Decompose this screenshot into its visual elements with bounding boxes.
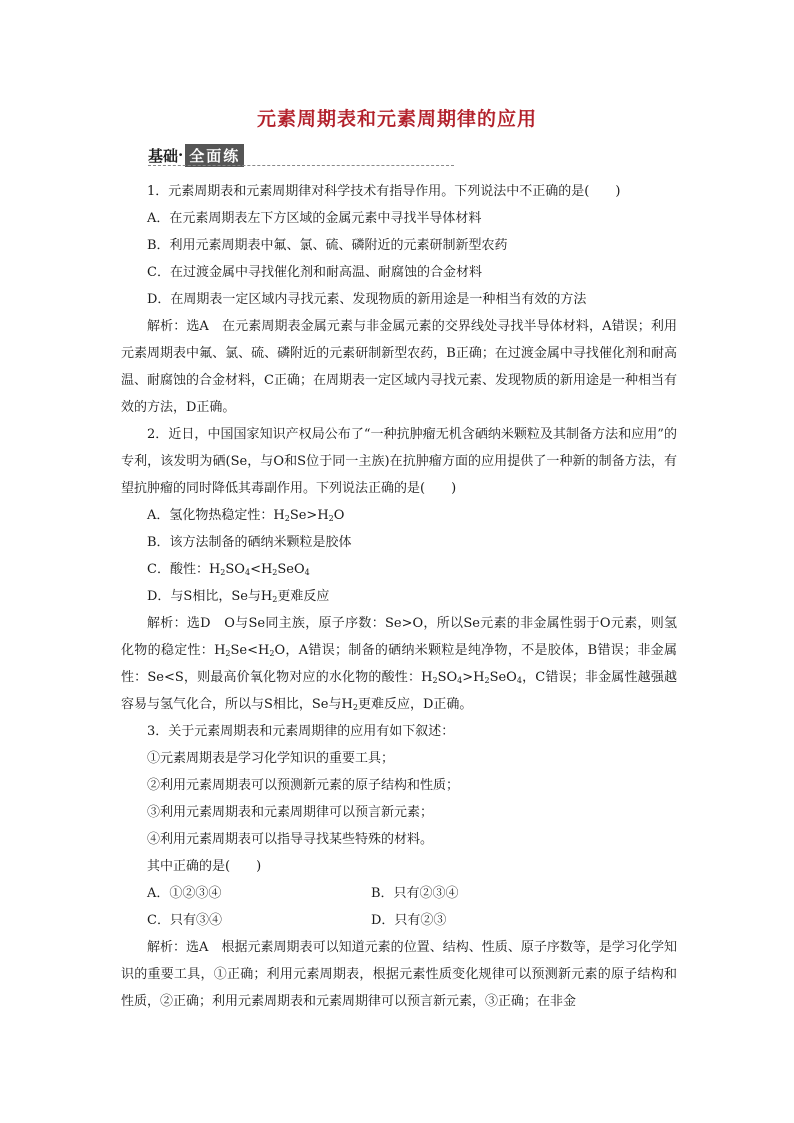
question-content xyxy=(121,178,677,1015)
q3-ask: 其中正确的是( ) xyxy=(147,859,262,874)
q3-statement-1: ①元素周期表是学习化学知识的重要工具； xyxy=(147,751,395,766)
q1-option-a: A．在元素周期表左下方区域的金属元素中寻找半导体材料 xyxy=(147,211,482,226)
section-divider xyxy=(148,165,454,166)
q3-option-d: D．只有②③ xyxy=(371,913,447,928)
q2-option-b: B．该方法制备的硒纳米颗粒是胶体 xyxy=(147,535,352,550)
q3-statement-3: ③利用元素周期表和元素周期律可以预言新元素； xyxy=(147,805,434,820)
q2-stem: 2．近日，中国国家知识产权局公布了“一种抗肿瘤无机含硒纳米颗粒及其制备方法和应用”的专利，该发明为硒(Se，与O和S位于同一主族)在抗肿瘤方面的应用提供了一种新的制备方法，有望抗肿瘤的同时降低其毒副作用。下列说法正确的是( ) xyxy=(121,427,677,496)
q1-stem: 1．元素周期表和元素周期律对科学技术有指导作用。下列说法中不正确的是( ) xyxy=(147,184,621,199)
q1-option-d: D．在周期表一定区域内寻找元素、发现物质的新用途是一种相当有效的方法 xyxy=(147,292,587,307)
q1-analysis: 解析：选A 在元素周期表金属元素与非金属元素的交界线处寻找半导体材料，A错误；利用元素周期表中氟、氯、硫、磷附近的元素研制新型农药，B正确；在过渡金属中寻找催化剂和耐高温、耐腐蚀的合金材料，C正确；在周期表一定区域内寻找元素、发现物质的新用途是一种相当有效的方法，D正确。 xyxy=(121,319,677,415)
q3-option-c: C．只有③④ xyxy=(147,913,222,928)
q3-analysis: 解析：选A 根据元素周期表可以知道元素的位置、结构、性质、原子序数等，是学习化学知识的重要工具，①正确；利用元素周期表，根据元素性质变化规律可以预测新元素的原子结构和性质，②正确；利用元素周期表和元素周期律可以预言新元素，③正确；在非金 xyxy=(121,940,677,1009)
q1-option-c: C．在过渡金属中寻找催化剂和耐高温、耐腐蚀的合金材料 xyxy=(147,265,482,280)
q3-option-a: A．①②③④ xyxy=(147,886,222,901)
q3-option-b: B．只有②③④ xyxy=(371,886,459,901)
q2-option-d: D．与S相比，Se与$H_2$更难反应 xyxy=(147,589,330,604)
q2-option-a: A．氢化物热稳定性：$H_2Se>H_2O$ xyxy=(147,508,345,523)
q2-analysis: 解析：选D O与Se同主族，原子序数：Se>O，所以Se元素的非金属性弱于O元素，则氢化物的稳定性：$H_2Se<H_2O$，A错误；制备的硒纳米颗粒是纯净物，不是胶体，B错误；非金属性：Se<S，则最高价氧化物对应的水化物的酸性：$H_2SO_4>H_2SeO_4$，C错误；非金属性越强越容易与氢气化合，所以与S相比，Se与$H_2$更难反应，D正确。 xyxy=(121,616,677,712)
q3-options-row-2 xyxy=(121,907,677,934)
q3-stem: 3．关于元素周期表和元素周期律的应用有如下叙述： xyxy=(147,724,455,739)
q2-option-c: C．酸性：$H_2SO_4<H_2SeO_4$ xyxy=(147,562,310,577)
section-label: 基础 xyxy=(148,146,179,165)
section-dot: · xyxy=(178,146,184,164)
q1-option-b: B．利用元素周期表中氟、氯、硫、磷附近的元素研制新型农药 xyxy=(147,238,508,253)
page-title: 元素周期表和元素周期律的应用 xyxy=(256,108,537,130)
section-badge: 全面练 xyxy=(185,144,244,167)
q3-statement-4: ④利用元素周期表可以指导寻找某些特殊的材料。 xyxy=(147,832,434,847)
q3-options-row-1 xyxy=(121,880,677,907)
q3-statement-2: ②利用元素周期表可以预测新元素的原子结构和性质； xyxy=(147,778,460,793)
section-heading xyxy=(148,144,244,166)
